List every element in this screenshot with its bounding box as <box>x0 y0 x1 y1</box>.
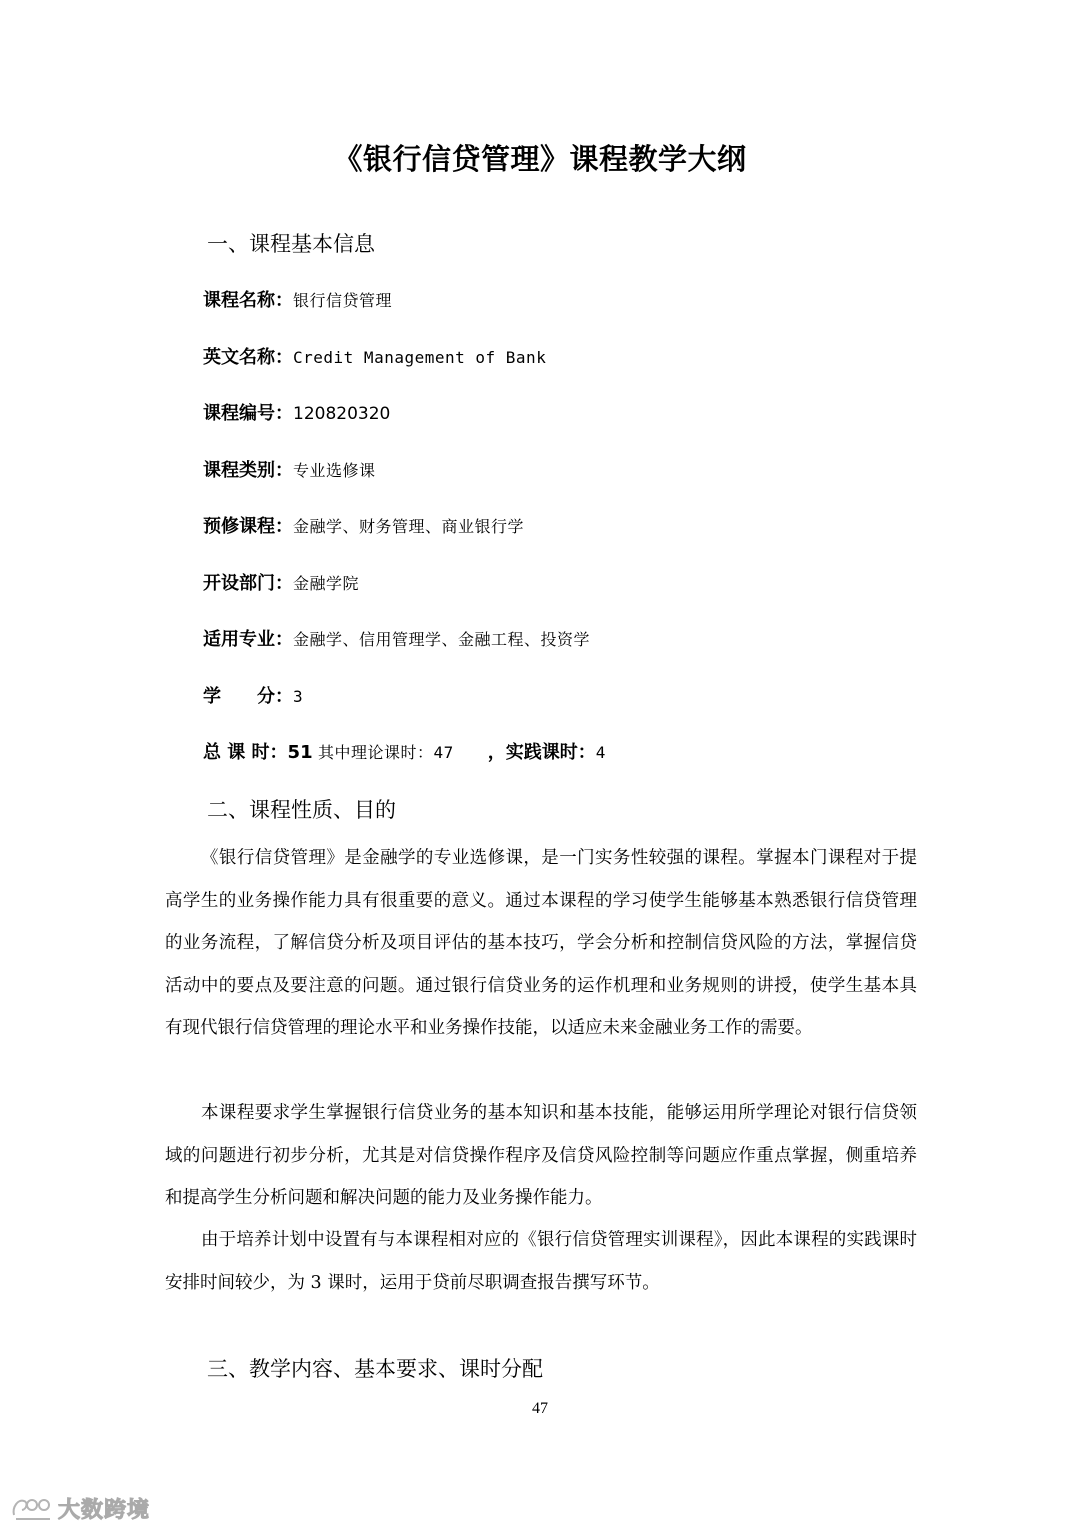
logo-icon <box>10 1493 54 1523</box>
info-row-english-name <box>203 345 546 371</box>
practice-hours-value: 4 <box>595 743 606 762</box>
hours-separator: ， <box>487 742 506 763</box>
department-value: 金融学院 <box>293 574 360 593</box>
paragraph-course-requirements: 本课程要求学生掌握银行信贷业务的基本知识和基本技能，能够运用所学理论对银行信贷领域的问题进行初步分析，尤其是对信贷操作程序及信贷风险控制等问题应作重点掌握，侧重培养和提高学生分析问题和解决问题的能力及业务操作能力。 <box>165 1103 917 1208</box>
hours-label: 总 课 时： <box>203 742 288 763</box>
info-row-prerequisites <box>203 514 524 540</box>
info-row-course-name <box>203 288 392 314</box>
course-type-value: 专业选修课 <box>293 461 376 480</box>
course-type-label: 课程类别： <box>203 460 293 481</box>
department-label: 开设部门： <box>203 573 293 594</box>
paragraph-course-nature: 《银行信贷管理》是金融学的专业选修课，是一门实务性较强的课程。掌握本门课程对于提高学生的业务操作能力具有很重要的意义。通过本课程的学习使学生能够基本熟悉银行信贷管理的业务流程，了解信贷分析及项目评估的基本技巧，学会分析和控制信贷风险的方法，掌握信贷活动中的要点及要注意的问题。通过银行信贷业务的运作机理和业务规则的讲授，使学生基本具有现代银行信贷管理的理论水平和业务操作技能，以适应未来金融业务工作的需要。 <box>165 848 917 1038</box>
majors-value: 金融学、信用管理学、金融工程、投资学 <box>293 630 591 649</box>
info-row-department <box>203 571 359 597</box>
english-name-label: 英文名称： <box>203 347 293 368</box>
page-number: 47 <box>532 1400 548 1417</box>
info-row-hours <box>203 740 606 766</box>
credits-value: 3 <box>293 687 304 706</box>
info-row-course-code <box>203 401 390 427</box>
course-code-label: 课程编号： <box>203 403 293 424</box>
course-name-value: 银行信贷管理 <box>293 291 393 310</box>
section-heading-basic-info: 一、课程基本信息 <box>207 232 375 256</box>
paragraph-practice-hours: 由于培养计划中设置有与本课程相对应的《银行信贷管理实训课程》，因此本课程的实践课时安排时间较少，为 3 课时，运用于贷前尽职调查报告撰写环节。 <box>165 1230 917 1293</box>
course-name-label: 课程名称： <box>203 290 293 311</box>
prerequisites-value: 金融学、财务管理、商业银行学 <box>293 517 525 536</box>
prerequisites-label: 预修课程： <box>203 516 293 537</box>
course-code-value: 120820320 <box>293 404 391 424</box>
credits-label: 学 分： <box>203 686 293 707</box>
practice-hours-label: 实践课时： <box>505 742 596 763</box>
total-hours-value: 51 <box>287 742 313 763</box>
info-row-majors <box>203 627 590 653</box>
english-name-value: Credit Management of Bank <box>293 348 547 367</box>
info-row-course-type <box>203 458 376 484</box>
document-title: 《银行信贷管理》课程教学大纲 <box>333 142 747 176</box>
section-heading-teaching-content: 三、教学内容、基本要求、课时分配 <box>207 1357 543 1381</box>
watermark-text: 大数跨境 <box>58 1497 151 1523</box>
info-row-credits <box>203 684 303 710</box>
theory-hours-value: 47 <box>433 743 454 762</box>
theory-hours-label: 其中理论课时： <box>318 743 434 762</box>
watermark <box>10 1490 150 1526</box>
section-heading-nature-purpose: 二、课程性质、目的 <box>207 798 396 822</box>
majors-label: 适用专业： <box>203 629 293 650</box>
